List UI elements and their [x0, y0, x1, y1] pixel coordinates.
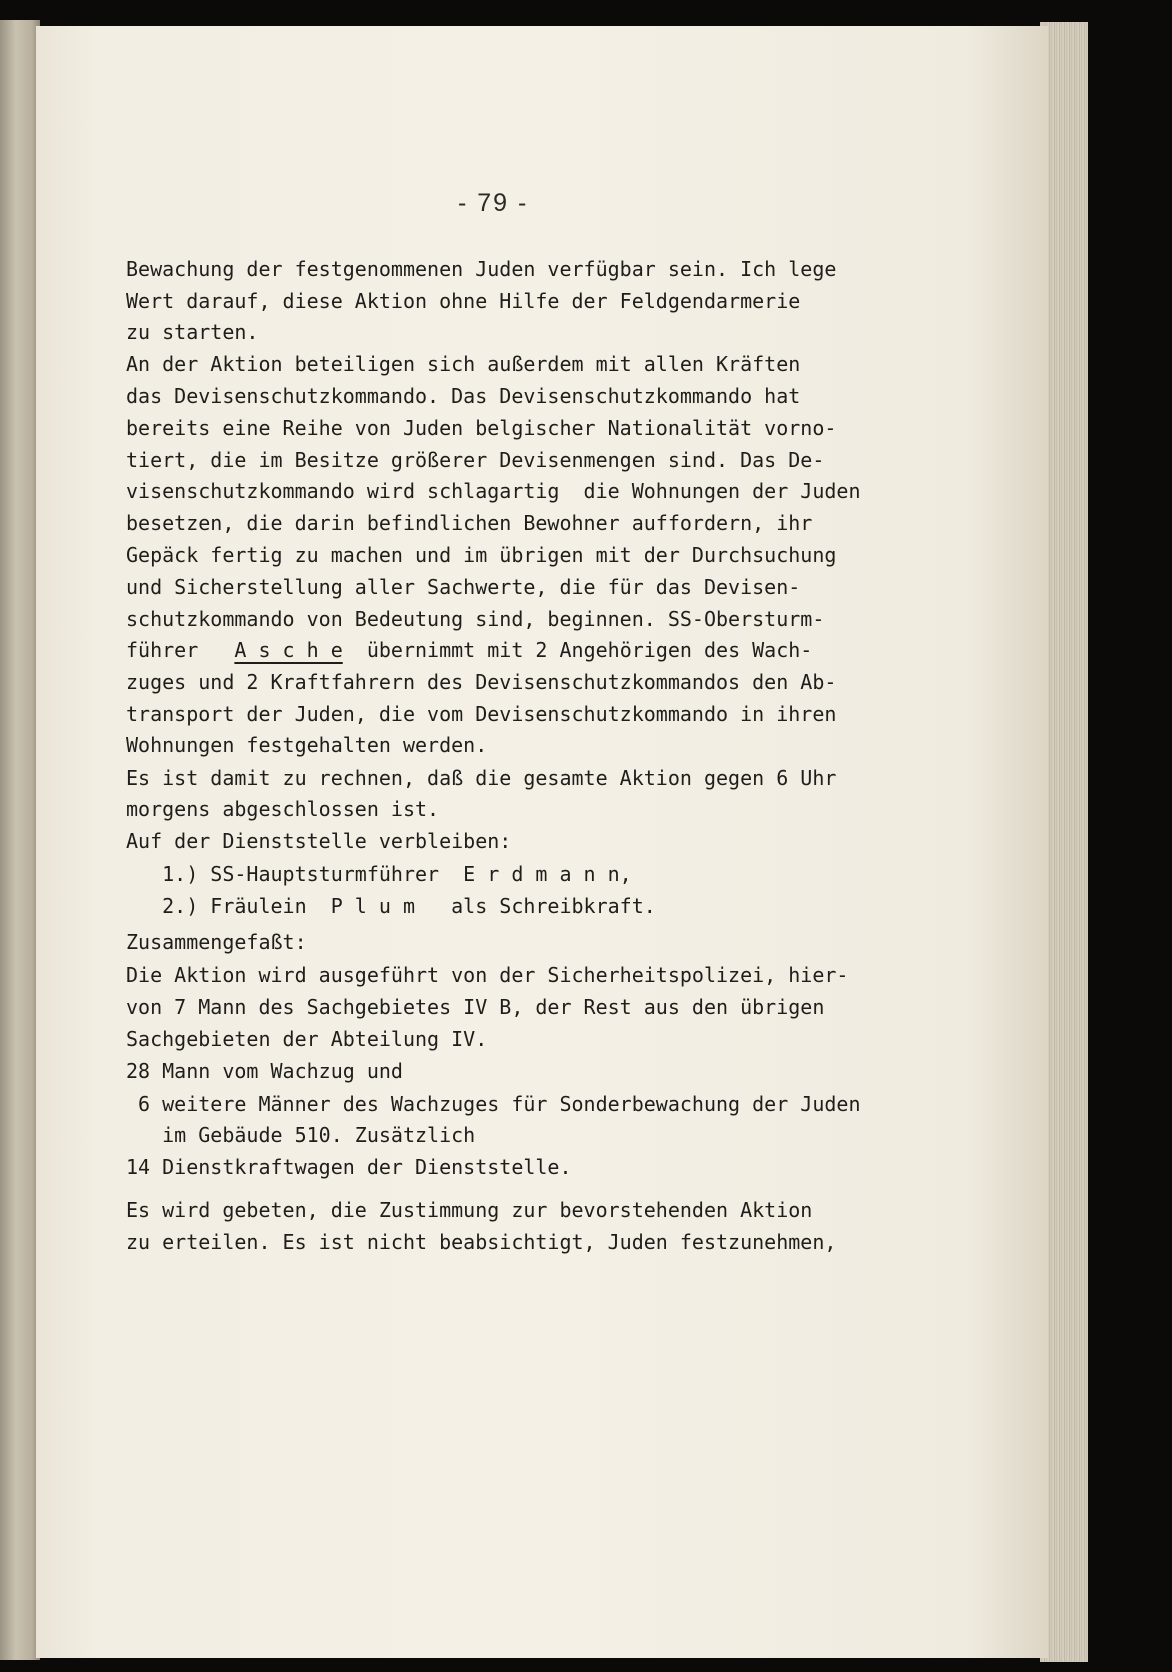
text-line: bereits eine Reihe von Juden belgischer Nationalität vorno-: [126, 416, 837, 440]
text-line: Es wird gebeten, die Zustimmung zur bevorstehenden Aktion: [126, 1198, 813, 1222]
text-line: Auf der Dienststelle verbleiben:: [126, 829, 512, 853]
text-line: Die Aktion wird ausgeführt von der Sicherheitspolizei, hier-: [126, 963, 849, 987]
text-line: Zusammengefaßt:: [126, 930, 307, 954]
text-line: Wert darauf, diese Aktion ohne Hilfe der Feldgendarmerie: [126, 289, 801, 313]
list-item: 14 Dienstkraftwagen der Dienststelle.: [126, 1155, 572, 1179]
list-item: 28 Mann vom Wachzug und: [126, 1059, 403, 1083]
text-line: von 7 Mann des Sachgebietes IV B, der Rest aus den übrigen: [126, 995, 825, 1019]
underlined-name: A s c h e: [234, 638, 343, 662]
list-item: im Gebäude 510. Zusätzlich: [126, 1123, 476, 1147]
text-line: zu starten.: [126, 320, 259, 344]
text-fragment: führer: [126, 638, 235, 662]
text-line: visenschutzkommando wird schlagartig die Wohnungen der Juden: [126, 479, 861, 503]
list-item: 6 weitere Männer des Wachzuges für Sonderbewachung der Juden: [126, 1092, 861, 1116]
text-line: das Devisenschutzkommando. Das Devisenschutzkommando hat: [126, 384, 801, 408]
text-line: Es ist damit zu rechnen, daß die gesamte Aktion gegen 6 Uhr: [126, 766, 837, 790]
text-line: Gepäck fertig zu machen und im übrigen mit der Durchsuchung: [126, 543, 837, 567]
left-page-edge: [0, 20, 40, 1660]
page-number: - 79 -: [458, 189, 529, 217]
text-line: Wohnungen festgehalten werden.: [126, 733, 488, 757]
text-line: zuges und 2 Kraftfahrern des Devisenschutzkommandos den Ab-: [126, 670, 837, 694]
text-line: transport der Juden, die vom Devisenschutzkommando in ihren: [126, 702, 837, 726]
text-line: besetzen, die darin befindlichen Bewohner auffordern, ihr: [126, 511, 813, 535]
text-line: schutzkommando von Bedeutung sind, beginnen. SS-Obersturm-: [126, 607, 825, 631]
text-line: und Sicherstellung aller Sachwerte, die für das Devisen-: [126, 575, 801, 599]
text-line: An der Aktion beteiligen sich außerdem mit allen Kräften: [126, 352, 801, 376]
text-line: Bewachung der festgenommenen Juden verfügbar sein. Ich lege: [126, 257, 837, 281]
document-page: [36, 26, 1048, 1658]
text-line: tiert, die im Besitze größerer Devisenmengen sind. Das De-: [126, 448, 825, 472]
text-line: zu erteilen. Es ist nicht beabsichtigt, Juden festzunehmen,: [126, 1230, 837, 1254]
list-item: 1.) SS-Hauptsturmführer E r d m a n n,: [126, 862, 632, 886]
text-fragment: übernimmt mit 2 Angehörigen des Wach-: [342, 638, 813, 662]
list-item: 2.) Fräulein P l u m als Schreibkraft.: [126, 894, 656, 918]
text-line: Sachgebieten der Abteilung IV.: [126, 1027, 488, 1051]
text-line-with-name: [126, 638, 812, 662]
text-line: morgens abgeschlossen ist.: [126, 797, 440, 821]
